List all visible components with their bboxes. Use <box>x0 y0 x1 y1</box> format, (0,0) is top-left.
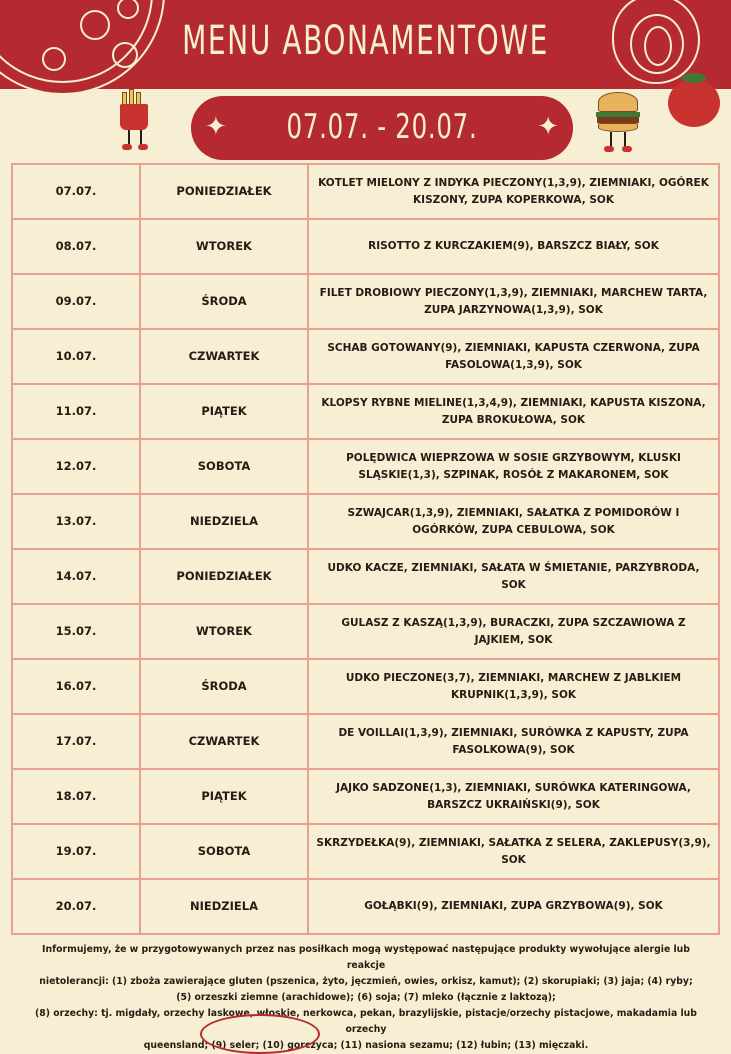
dish-cell: SKRZYDEŁKA(9), ZIEMNIAKI, SAŁATKA Z SELERA, ZAKLEPUSY(3,9), SOK <box>308 824 719 879</box>
day-cell: ŚRODA <box>140 274 308 329</box>
allergy-notice <box>28 942 704 1054</box>
date-cell: 10.07. <box>12 329 140 384</box>
day-cell: WTOREK <box>140 604 308 659</box>
date-cell: 11.07. <box>12 384 140 439</box>
decorative-arc <box>200 1014 320 1054</box>
allergy-line: (5) orzeszki ziemne (arachidowe); (6) soja; (7) mleko (łącznie z laktozą); <box>176 992 556 1003</box>
day-cell: PIĄTEK <box>140 769 308 824</box>
dish-cell: KOTLET MIELONY Z INDYKA PIECZONY(1,3,9), ZIEMNIAKI, OGÓREK KISZONY, ZUPA KOPERKOWA, SOK <box>308 164 719 219</box>
day-cell: SOBOTA <box>140 439 308 494</box>
day-cell: CZWARTEK <box>140 714 308 769</box>
page-title: MENU ABONAMENTOWE <box>182 18 549 64</box>
table-row <box>12 824 719 879</box>
table-row <box>12 219 719 274</box>
allergy-line: queensland; (9) seler; (10) gorczyca; (11) nasiona sezamu; (12) łubin; (13) mięczaki. <box>143 1040 589 1051</box>
date-cell: 08.07. <box>12 219 140 274</box>
burger-mascot-icon <box>590 92 650 164</box>
dish-cell: UDKO PIECZONE(3,7), ZIEMNIAKI, MARCHEW Z JABLKIEM KRUPNIK(1,3,9), SOK <box>308 659 719 714</box>
date-cell: 12.07. <box>12 439 140 494</box>
date-cell: 13.07. <box>12 494 140 549</box>
date-range-banner <box>191 96 573 160</box>
table-row <box>12 329 719 384</box>
day-cell: PONIEDZIAŁEK <box>140 549 308 604</box>
table-row <box>12 769 719 824</box>
date-cell: 17.07. <box>12 714 140 769</box>
dish-cell: JAJKO SADZONE(1,3), ZIEMNIAKI, SURÓWKA KATERINGOWA, BARSZCZ UKRAIŃSKI(9), SOK <box>308 769 719 824</box>
date-cell: 07.07. <box>12 164 140 219</box>
table-row <box>12 494 719 549</box>
date-cell: 20.07. <box>12 879 140 934</box>
table-row <box>12 384 719 439</box>
sparkle-left-icon: ✦ <box>205 112 227 142</box>
dish-cell: DE VOILLAI(1,3,9), ZIEMNIAKI, SURÓWKA Z KAPUSTY, ZUPA FASOLKOWA(9), SOK <box>308 714 719 769</box>
table-row <box>12 439 719 494</box>
day-cell: NIEDZIELA <box>140 879 308 934</box>
dish-cell: UDKO KACZE, ZIEMNIAKI, SAŁATA W ŚMIETANIE, PARZYBRODA, SOK <box>308 549 719 604</box>
day-cell: CZWARTEK <box>140 329 308 384</box>
tomato-illustration-icon <box>668 79 720 127</box>
fries-mascot-icon <box>110 92 170 164</box>
day-cell: PONIEDZIAŁEK <box>140 164 308 219</box>
date-cell: 15.07. <box>12 604 140 659</box>
day-cell: WTOREK <box>140 219 308 274</box>
day-cell: ŚRODA <box>140 659 308 714</box>
dish-cell: GULASZ Z KASZĄ(1,3,9), BURACZKI, ZUPA SZCZAWIOWA Z JAJKIEM, SOK <box>308 604 719 659</box>
dish-cell: GOŁĄBKI(9), ZIEMNIAKI, ZUPA GRZYBOWA(9), SOK <box>308 879 719 934</box>
table-row <box>12 879 719 934</box>
day-cell: SOBOTA <box>140 824 308 879</box>
table-row <box>12 659 719 714</box>
table-row <box>12 274 719 329</box>
date-range: 07.07. - 20.07. <box>286 107 478 147</box>
dish-cell: POLĘDWICA WIEPRZOWA W SOSIE GRZYBOWYM, KLUSKI SLĄSKIE(1,3), SZPINAK, ROSÓŁ Z MAKARONEM, SOK <box>308 439 719 494</box>
table-row <box>12 604 719 659</box>
date-cell: 09.07. <box>12 274 140 329</box>
table-row <box>12 714 719 769</box>
allergy-line: nietolerancji: (1) zboża zawierające gluten (pszenica, żyto, jęczmień, owies, orkisz, kamut); (2) skorupiaki; (3) jaja; (4) ryby; <box>39 976 693 987</box>
date-cell: 18.07. <box>12 769 140 824</box>
table-row <box>12 549 719 604</box>
day-cell: NIEDZIELA <box>140 494 308 549</box>
allergy-line: (8) orzechy: tj. migdały, orzechy laskowe, włoskie, nerkowca, pekan, brazylijskie, pistacje/orzechy pistacjowe, makadamia lub orzechy <box>35 1008 697 1035</box>
dish-cell: SZWAJCAR(1,3,9), ZIEMNIAKI, SAŁATKA Z POMIDORÓW I OGÓRKÓW, ZUPA CEBULOWA, SOK <box>308 494 719 549</box>
dish-cell: KLOPSY RYBNE MIELINE(1,3,4,9), ZIEMNIAKI, KAPUSTA KISZONA, ZUPA BROKUŁOWA, SOK <box>308 384 719 439</box>
menu-table <box>11 163 720 935</box>
table-row <box>12 164 719 219</box>
date-cell: 16.07. <box>12 659 140 714</box>
day-cell: PIĄTEK <box>140 384 308 439</box>
date-cell: 14.07. <box>12 549 140 604</box>
allergy-line: Informujemy, że w przygotowywanych przez nas posiłkach mogą występować następujące produkty wywołujące alergie lub reakcje <box>42 944 690 971</box>
dish-cell: RISOTTO Z KURCZAKIEM(9), BARSZCZ BIAŁY, SOK <box>308 219 719 274</box>
sparkle-right-icon: ✦ <box>537 112 559 142</box>
date-cell: 19.07. <box>12 824 140 879</box>
dish-cell: FILET DROBIOWY PIECZONY(1,3,9), ZIEMNIAKI, MARCHEW TARTA, ZUPA JARZYNOWA(1,3,9), SOK <box>308 274 719 329</box>
dish-cell: SCHAB GOTOWANY(9), ZIEMNIAKI, KAPUSTA CZERWONA, ZUPA FASOLOWA(1,3,9), SOK <box>308 329 719 384</box>
